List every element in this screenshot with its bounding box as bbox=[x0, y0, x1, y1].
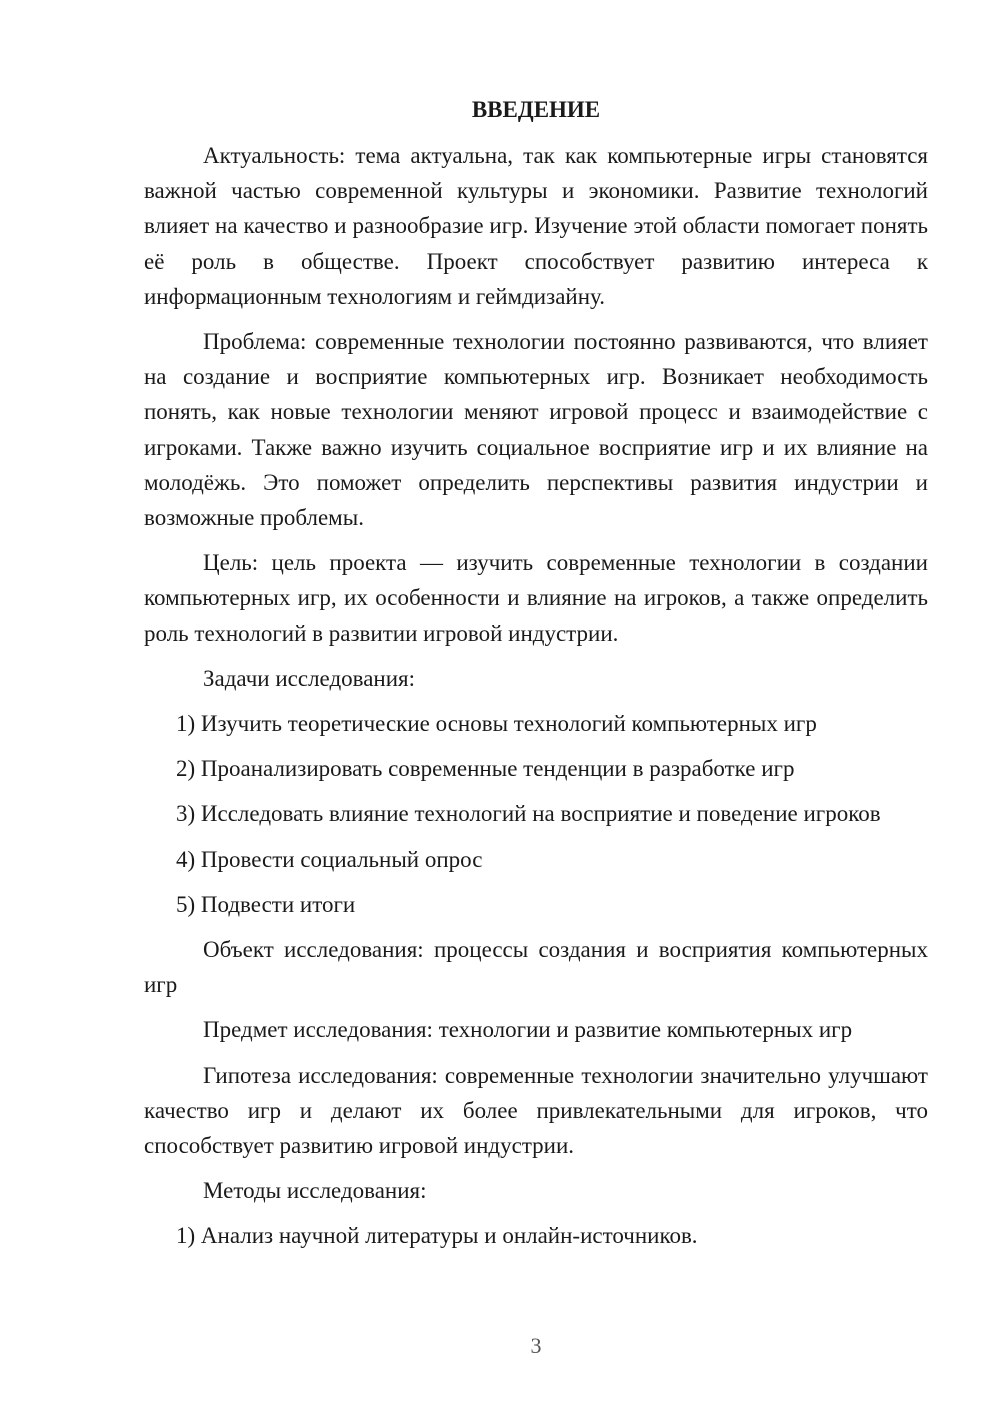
list-item: 4) Провести социальный опрос bbox=[176, 846, 483, 872]
problem-paragraph: Проблема: современные технологии постоянно развиваются, что влияет на создание и восприятие компьютерных игр. Возникает необходимость понять, как новые технологии меняют игровой процесс и взаимодействие с игроками. Также важно изучить социальное восприятие игр и их влияние на молодёжь. Это поможет определить перспективы развития индустрии и возможные проблемы. bbox=[144, 329, 928, 531]
methods-list bbox=[144, 1218, 928, 1253]
relevance-paragraph: Актуальность: тема актуальна, так как компьютерные игры становятся важной частью современной культуры и экономики. Развитие технологий влияет на качество и разнообразие игр. Изучение этой области помогает понять её роль в обществе. Проект способствует развитию интереса к информационным технологиям и геймдизайну. bbox=[144, 143, 928, 309]
page-number: 3 bbox=[530, 1333, 542, 1358]
list-item: 1) Изучить теоретические основы технологий компьютерных игр bbox=[176, 711, 817, 737]
object-paragraph: Объект исследования: процессы создания и восприятия компьютерных игр bbox=[144, 937, 928, 998]
list-item: 2) Проанализировать современные тенденции в разработке игр bbox=[176, 756, 795, 782]
list-item: 3) Исследовать влияние технологий на восприятие и поведение игроков bbox=[176, 801, 881, 827]
hypothesis-paragraph: Гипотеза исследования: современные технологии значительно улучшают качество игр и делают их более привлекательными для игроков, что способствует развитию игровой индустрии. bbox=[144, 1062, 928, 1159]
list-item: 5) Подвести итоги bbox=[176, 891, 356, 917]
goal-paragraph: Цель: цель проекта — изучить современные технологии в создании компьютерных игр, их особенности и влияние на игроков, а также определить роль технологий в развитии игровой индустрии. bbox=[144, 550, 928, 646]
document-body bbox=[144, 95, 928, 1264]
section-title: ВВЕДЕНИЕ bbox=[471, 97, 601, 122]
tasks-heading: Задачи исследования: bbox=[203, 665, 416, 691]
subject-paragraph: Предмет исследования: технологии и развитие компьютерных игр bbox=[203, 1017, 853, 1043]
list-item: 1) Анализ научной литературы и онлайн-источников. bbox=[176, 1223, 698, 1249]
methods-heading: Методы исследования: bbox=[203, 1178, 427, 1204]
tasks-list bbox=[144, 706, 928, 922]
